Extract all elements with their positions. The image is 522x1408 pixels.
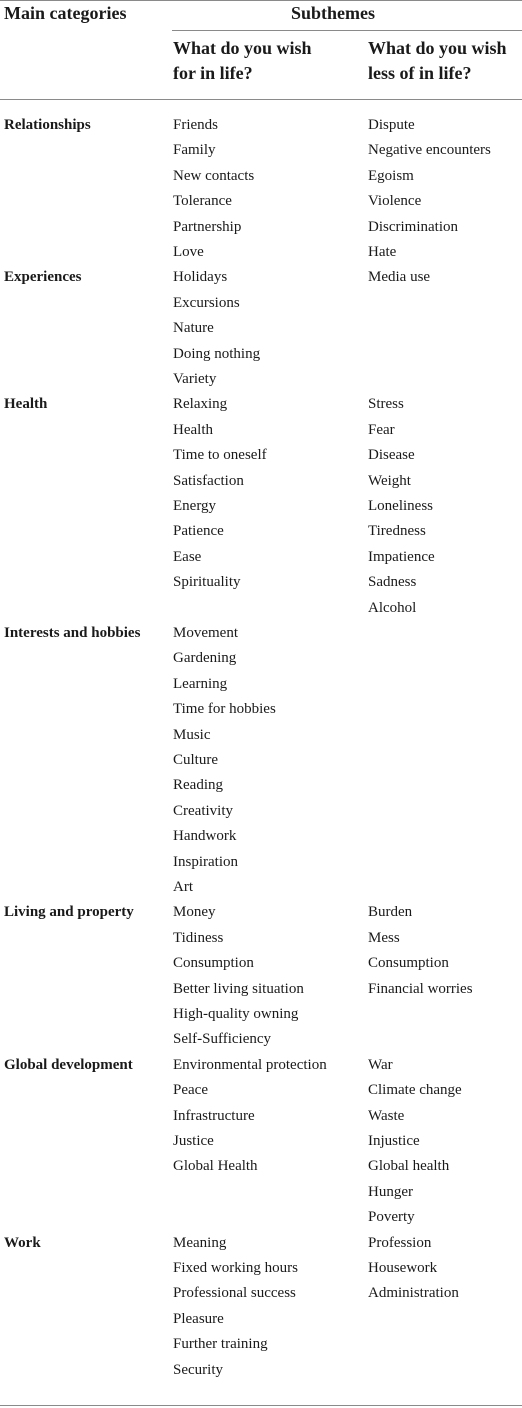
row-wish-for: Partnership: [173, 218, 242, 235]
table-row: [0, 472, 522, 498]
row-wish-for: Money: [173, 904, 216, 921]
table-row: [0, 624, 522, 650]
row-wish-for: Professional success: [173, 1285, 296, 1302]
table-row: [0, 1107, 522, 1133]
table-row: [0, 446, 522, 472]
row-wish-less: Poverty: [368, 1209, 415, 1226]
table-row: [0, 1310, 522, 1336]
row-wish-less: Weight: [368, 472, 411, 489]
table-row: [0, 1005, 522, 1031]
table-row: [0, 700, 522, 726]
row-wish-less: Dispute: [368, 117, 415, 133]
header-subthemes: Subthemes: [291, 3, 376, 23]
row-wish-less: Fear: [368, 421, 395, 438]
row-wish-for: Health: [173, 421, 213, 438]
row-wish-for: Tidiness: [173, 929, 224, 946]
table-row: [0, 1234, 522, 1260]
row-wish-less: Sadness: [368, 574, 417, 591]
table-row: [0, 980, 522, 1006]
table-row: [0, 268, 522, 294]
row-wish-for: Reading: [173, 777, 223, 794]
table-row: [0, 1056, 522, 1082]
row-wish-for: Friends: [173, 117, 218, 133]
row-wish-less: Violence: [368, 193, 422, 210]
row-wish-for: Environmental protection: [173, 1056, 327, 1073]
row-wish-for: Tolerance: [173, 193, 232, 210]
row-category: Living and property: [4, 904, 134, 921]
table-row: [0, 954, 522, 980]
row-wish-less: Negative encounters: [368, 142, 491, 159]
row-wish-for: Excursions: [173, 294, 240, 311]
row-wish-less: Global health: [368, 1158, 450, 1175]
row-wish-less: Loneliness: [368, 498, 433, 514]
table-row: [0, 776, 522, 802]
table-row: [0, 395, 522, 421]
header-wish-less: [368, 36, 507, 86]
table-row: [0, 421, 522, 447]
row-wish-for: Fixed working hours: [173, 1260, 298, 1276]
row-wish-for: Culture: [173, 752, 218, 768]
row-wish-less: War: [368, 1056, 393, 1073]
row-category: Work: [4, 1234, 41, 1251]
row-wish-for: Self-Sufficiency: [173, 1031, 272, 1048]
row-wish-less: Profession: [368, 1234, 432, 1251]
table-row: [0, 1183, 522, 1209]
row-wish-for: Better living situation: [173, 980, 304, 997]
row-wish-less: Hunger: [368, 1183, 413, 1200]
table-row: [0, 802, 522, 828]
table-row: [0, 497, 522, 523]
row-wish-for: Time for hobbies: [173, 701, 276, 718]
table-row: [0, 345, 522, 371]
table-row: [0, 319, 522, 345]
row-wish-less: Mess: [368, 929, 400, 946]
table-row: [0, 599, 522, 625]
table-row: [0, 1208, 522, 1234]
row-wish-for: Patience: [173, 523, 224, 540]
table-row: [0, 751, 522, 777]
row-wish-for: Variety: [173, 371, 217, 387]
row-wish-for: Energy: [173, 498, 217, 514]
row-wish-for: Time to oneself: [173, 447, 267, 464]
row-wish-for: Satisfaction: [173, 472, 244, 489]
row-wish-less: Disease: [368, 447, 415, 464]
table-row: [0, 141, 522, 167]
table-row: [0, 548, 522, 574]
table-row: [0, 167, 522, 193]
row-wish-less: Administration: [368, 1285, 459, 1302]
row-wish-for: Movement: [173, 625, 238, 641]
row-wish-less: Alcohol: [368, 599, 417, 616]
row-wish-less: Media use: [368, 269, 431, 286]
row-wish-less: Burden: [368, 904, 413, 921]
header-wish-for-line1: What do you wish: [173, 38, 312, 58]
row-wish-for: Inspiration: [173, 853, 238, 870]
row-wish-for: Meaning: [173, 1234, 227, 1251]
row-wish-for: Infrastructure: [173, 1107, 255, 1124]
row-wish-for: Gardening: [173, 650, 237, 667]
header-wish-for-line2: for in life?: [173, 63, 253, 83]
row-wish-for: Justice: [173, 1133, 214, 1149]
subthemes-rule: [172, 30, 522, 31]
row-wish-less: Impatience: [368, 548, 435, 565]
table-row: [0, 522, 522, 548]
row-wish-less: Consumption: [368, 955, 449, 972]
header-wish-for: [173, 36, 312, 86]
row-wish-for: Consumption: [173, 955, 254, 972]
table-row: [0, 675, 522, 701]
row-wish-for: Learning: [173, 675, 228, 692]
row-wish-for: Peace: [173, 1082, 208, 1099]
row-category: Health: [4, 396, 48, 413]
table-row: [0, 1030, 522, 1056]
row-category: Relationships: [4, 117, 91, 133]
table-row: [0, 1132, 522, 1158]
table-row: [0, 573, 522, 599]
row-wish-less: Housework: [368, 1260, 438, 1276]
table-row: [0, 1284, 522, 1310]
row-category: Global development: [4, 1056, 133, 1073]
row-wish-for: High-quality owning: [173, 1006, 299, 1022]
header-wish-less-line2: less of in life?: [368, 63, 472, 83]
table-row: [0, 903, 522, 929]
row-wish-less: Tiredness: [368, 523, 426, 540]
row-wish-for: Further training: [173, 1336, 268, 1353]
row-category: Interests and hobbies: [4, 625, 141, 641]
row-wish-for: Doing nothing: [173, 345, 261, 362]
row-wish-less: Climate change: [368, 1082, 462, 1099]
table-row: [0, 649, 522, 675]
table-row: [0, 218, 522, 244]
table-row: [0, 827, 522, 853]
table-row: [0, 294, 522, 320]
table-row: [0, 1361, 522, 1387]
table-row: [0, 726, 522, 752]
table-row: [0, 929, 522, 955]
row-wish-for: Music: [173, 726, 211, 743]
table-row: [0, 1259, 522, 1285]
table-row: [0, 1335, 522, 1361]
row-wish-for: Security: [173, 1361, 223, 1378]
table-row: [0, 192, 522, 218]
row-wish-less: Financial worries: [368, 980, 473, 997]
row-wish-less: Injustice: [368, 1133, 420, 1149]
table-row: [0, 243, 522, 269]
table-row: [0, 853, 522, 879]
table-row: [0, 370, 522, 396]
table-row: [0, 1081, 522, 1107]
row-wish-for: Global Health: [173, 1158, 258, 1175]
row-wish-for: Pleasure: [173, 1310, 224, 1327]
row-wish-for: Relaxing: [173, 396, 228, 413]
header-main-categories: Main categories: [4, 3, 127, 23]
table-bottom-rule: [0, 1405, 522, 1406]
table-row: [0, 878, 522, 904]
row-wish-for: Art: [173, 879, 193, 895]
row-category: Experiences: [4, 269, 82, 286]
header-wish-less-line1: What do you wish: [368, 38, 507, 58]
row-wish-less: Egoism: [368, 167, 414, 184]
table-row: [0, 116, 522, 142]
row-wish-for: Creativity: [173, 802, 233, 819]
row-wish-for: New contacts: [173, 167, 255, 184]
row-wish-for: Family: [173, 142, 216, 159]
row-wish-less: Hate: [368, 244, 397, 260]
row-wish-for: Love: [173, 244, 204, 260]
row-wish-for: Holidays: [173, 269, 228, 286]
row-wish-for: Handwork: [173, 828, 237, 845]
row-wish-for: Spirituality: [173, 574, 241, 591]
table-top-rule: [0, 0, 522, 1]
row-wish-less: Waste: [368, 1107, 405, 1124]
row-wish-for: Nature: [173, 320, 214, 337]
row-wish-less: Stress: [368, 396, 404, 413]
row-wish-less: Discrimination: [368, 218, 458, 235]
table-row: [0, 1157, 522, 1183]
header-bottom-rule: [0, 99, 522, 100]
row-wish-for: Ease: [173, 548, 202, 565]
